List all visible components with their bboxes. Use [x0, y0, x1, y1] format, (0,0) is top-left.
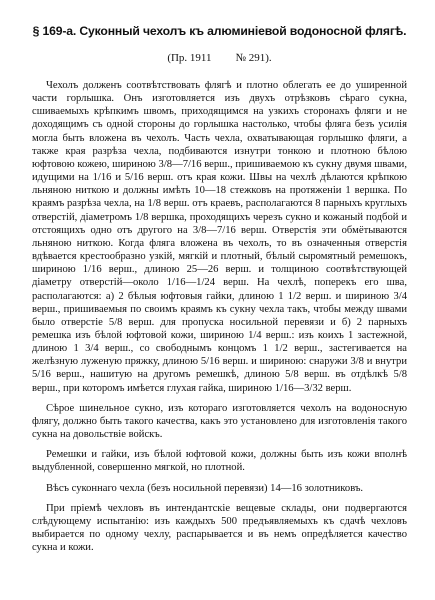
source-order: (Пр. 1911	[167, 52, 212, 64]
paragraph-construction: Чехолъ долженъ соотвѣтствовать флягѣ и плотно облегать ее до уширенной части горлышка. Онъ изготовляется изъ двухъ отрѣзковъ сѣраго сукна, сшиваемыхъ крѣпкимъ швомъ, приходящимся на узкихъ сторонахъ фляги и не доходящимъ съ одной стороны до горлышка настолько, чтобы фляга безъ усилiя могла быть вложена въ чехолъ. Часть чехла, охватывающая горлышко фляги, а также края разрѣза чехла, подбиваются изнутри тонкою и плотною бѣлою юфтовою кожею, шириною 3/8—7/16 верш., пришиваемою къ сукну двумя швами, идущими на 1/16 и 5/16 верш. отъ края кожи. Швы на чехлѣ дѣлаются крѣпкою льняною ниткою и должны имѣть 10—18 стежковъ на протяженiи 1 вершка. По краямъ разрѣза чехла, на 1/8 верш. отъ краевъ, располагаются 8 парныхъ круглыхъ отверстiй, дiаметромъ 1/8 вершка, проходящихъ черезъ сукно и кожаный подбой и отстоящихъ одно отъ другого на 3/8—7/16 верш. Отверстiя эти обмётываются льняною ниткою. Когда фляга вложена въ чехолъ, то въ означенныя отверстiя вдѣвается крестообразно узкiй, мягкiй и плотный, бѣлый сыромятный ремешокъ, шириною 1/16 верш., длиною 25—26 верш. и толщиною соотвѣтствующей дiаметру отверстiй—около 1/16—1/24 верш. На чехлѣ, поперекъ его шва, располагаются: а) 2 бѣлыя юфтовыя гайки, длиною 1 1/2 верш. и шириною 3/4 верш., пришиваемыя по своимъ краямъ къ сукну чехла такъ, чтобы между швами было отверстiе 5/8 верш. для пропуска носильной перевязи и б) 2 парныхъ ремешка изъ бѣлой юфтовой кожи, шириною 1/4 верш.: изъ коихъ 1 застежной, длиною 1 3/4 верш., со свободнымъ концомъ 1 1/2 верш., застегивается на желѣзную луженую пряжку, длиною 5/16 верш. и шириною: снаружи 3/8 и внутри 5/16 верш., нашитую на другомъ ремешкѣ, длиною 5/8 верш. въ отдѣлкѣ 5/8 верш., при которомъ имѣется глухая гайка, шириною 1/16—3/32 верш.	[32, 80, 407, 394]
section-heading: § 169-a. Суконный чехолъ къ алюминiевой водоносной флягѣ.	[32, 24, 407, 38]
document-body	[32, 79, 407, 554]
paragraph-cloth: Сѣрое шинельное сукно, изъ котораго изготовляется чехолъ на водоносную флягу, должно быть такого качества, какъ это установлено для изготовленiя такого сукна на довольствiе войскъ.	[32, 402, 407, 441]
paragraph-acceptance: При прiемѣ чехловъ въ интендантскiе вещевые склады, они подвергаются слѣдующему испытанiю: изъ каждыхъ 500 предъявляемыхъ къ сдачѣ чехловъ выбирается по одному чехлу, распарывается и въ немъ опредѣляется качество сукна и кожи.	[32, 502, 407, 554]
source-reference	[32, 52, 407, 64]
source-number: № 291).	[235, 52, 272, 64]
paragraph-straps: Ремешки и гайки, изъ бѣлой юфтовой кожи, должны быть изъ кожи вполнѣ выдубленной, совершенно мягкой, но плотной.	[32, 449, 407, 474]
paragraph-weight: Вѣсъ суконнаго чехла (безъ носильной перевязи) 14—16 золотниковъ.	[46, 482, 364, 494]
